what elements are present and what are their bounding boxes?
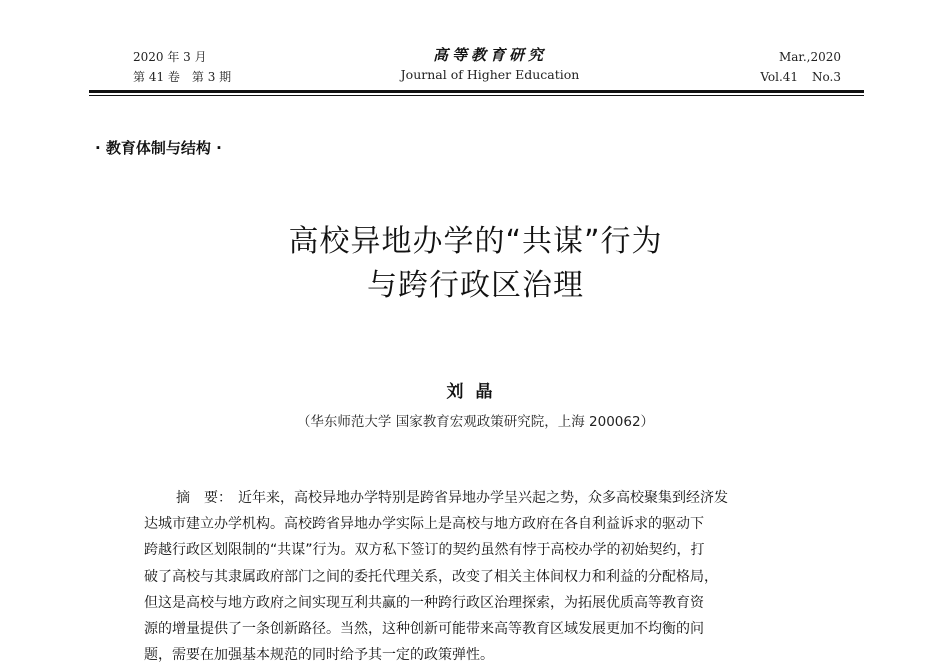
article-title <box>0 220 951 308</box>
abstract-line: 达城市建立办学机构。高校跨省异地办学实际上是高校与地方政府在各自利益诉求的驱动下 <box>144 516 704 533</box>
header-rule-thin <box>89 95 864 96</box>
abstract-line <box>144 485 818 511</box>
abstract-line: 题，需要在加强基本规范的同时给予其一定的政策弹性。 <box>144 647 494 664</box>
abstract-line: 跨越行政区划限制的“共谋”行为。双方私下签订的契约虽然有悖于高校办学的初始契约，打 <box>144 542 705 559</box>
abstract-line: 源的增量提供了一条创新路径。当然，这种创新可能带来高等教育区域发展更加不均衡的问 <box>144 621 704 638</box>
journal-name-en: Journal of Higher Education <box>400 67 580 82</box>
abstract <box>144 485 818 668</box>
abstract-line: 破了高校与其隶属政府部门之间的委托代理关系，改变了相关主体间权力和利益的分配格局， <box>144 568 718 585</box>
issue-en: No.3 <box>812 70 841 84</box>
header-right <box>746 47 841 87</box>
article-title-line-1: 高校异地办学的“共谋”行为 <box>288 224 663 259</box>
journal-name-cn: 高等教育研究 <box>432 46 547 64</box>
header-left <box>133 47 231 87</box>
abstract-label: 摘 要： <box>176 490 232 506</box>
volume-en: Vol.41 <box>760 70 799 84</box>
author-name: 刘晶 <box>446 382 505 402</box>
abstract-line: 但这是高校与地方政府之间实现互利共赢的一种跨行政区治理探索，为拓展优质高等教育资 <box>144 594 704 611</box>
header-rule-thick <box>89 90 864 93</box>
article-title-line-2: 与跨行政区治理 <box>367 268 584 303</box>
section-label: · 教育体制与结构 · <box>95 139 222 157</box>
author-affiliation: （华东师范大学 国家教育宏观政策研究院，上海 200062） <box>296 414 655 430</box>
volume-issue-en <box>746 67 841 87</box>
issue-date-cn: 2020 年 3 月 <box>133 50 207 64</box>
volume-issue-cn: 第 41 卷 第 3 期 <box>133 70 232 84</box>
abstract-text: 近年来，高校异地办学特别是跨省异地办学呈兴起之势，众多高校聚集到经济发 <box>238 490 728 506</box>
journal-masthead <box>370 45 610 85</box>
issue-date-en: Mar.,2020 <box>778 50 841 64</box>
